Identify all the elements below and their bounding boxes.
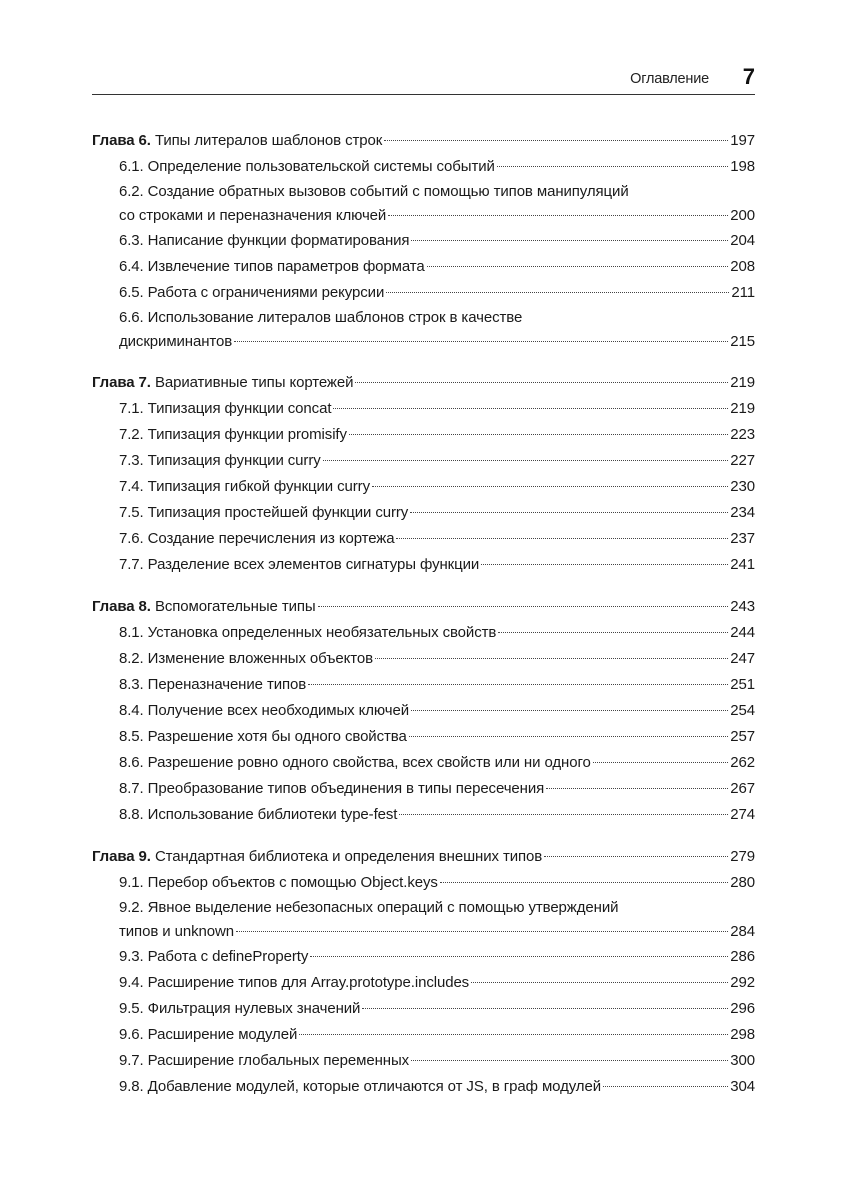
section-title: 7.4. Типизация гибкой функции curry (119, 478, 370, 495)
toc-section (92, 180, 755, 228)
section-page: 219 (730, 400, 755, 417)
toc-section (92, 672, 755, 698)
dot-leader (471, 982, 728, 983)
section-title: 8.2. Изменение вложенных объектов (119, 650, 374, 667)
section-title: 7.7. Разделение всех элементов сигнатуры функции (119, 556, 480, 573)
dot-leader (299, 1034, 728, 1035)
dot-leader (410, 512, 728, 513)
section-title: 8.6. Разрешение ровно одного свойства, всех свойств или ни одного (119, 754, 591, 771)
section-page: 200 (730, 207, 755, 224)
section-page: 237 (730, 530, 755, 547)
section-page: 223 (730, 426, 755, 443)
toc-chapter (92, 370, 755, 578)
chapter-label (92, 370, 353, 396)
section-page: 208 (730, 258, 755, 275)
toc-chapter-heading (92, 128, 755, 154)
dot-leader (308, 684, 728, 685)
section-page: 286 (730, 948, 755, 965)
chapter-title: Вспомогательные типы (154, 598, 316, 615)
section-title: 7.3. Типизация функции curry (119, 452, 321, 469)
toc-section (92, 896, 755, 944)
section-page: 292 (730, 974, 755, 991)
toc-section (92, 422, 755, 448)
section-title: 9.3. Работа с defineProperty (119, 948, 309, 965)
dot-leader (388, 215, 728, 216)
section-title: 9.5. Фильтрация нулевых значений (119, 1000, 361, 1017)
section-page: 230 (730, 478, 755, 495)
chapter-label (92, 844, 542, 870)
section-title-lastline (119, 920, 755, 944)
dot-leader (603, 1086, 728, 1087)
dot-leader (234, 341, 728, 342)
running-header (92, 62, 755, 95)
toc-section (92, 280, 755, 306)
toc-section (92, 474, 755, 500)
section-page: 274 (730, 806, 755, 823)
section-title: 6.4. Извлечение типов параметров формата (119, 258, 425, 275)
section-title: 8.8. Использование библиотеки type-fest (119, 806, 398, 823)
toc-section (92, 306, 755, 354)
toc-section (92, 996, 755, 1022)
chapter-title: Стандартная библиотека и определения внешних типов (154, 848, 543, 865)
dot-leader (323, 460, 729, 461)
section-page: 304 (730, 1078, 755, 1095)
section-page: 198 (730, 158, 755, 175)
section-page: 227 (730, 452, 755, 469)
section-page: 254 (730, 702, 755, 719)
dot-leader (362, 1008, 728, 1009)
dot-leader (409, 736, 729, 737)
toc-section (92, 870, 755, 896)
chapter-number: Глава 6. (92, 132, 151, 149)
toc-chapter (92, 594, 755, 828)
section-page: 204 (730, 232, 755, 249)
dot-leader (440, 882, 729, 883)
section-page: 300 (730, 1052, 755, 1069)
section-title: 9.6. Расширение модулей (119, 1026, 298, 1043)
toc-section (92, 776, 755, 802)
section-title: 9.4. Расширение типов для Array.prototype.includes (119, 974, 470, 991)
section-title-line: со строками и переназначения ключей (119, 207, 387, 224)
section-title: 8.5. Разрешение хотя бы одного свойства (119, 728, 407, 745)
section-title-line: 9.2. Явное выделение небезопасных операций с помощью утверждений (119, 899, 619, 916)
toc-chapter (92, 128, 755, 354)
section-page: 247 (730, 650, 755, 667)
chapter-page: 279 (730, 848, 755, 865)
section-title: 7.6. Создание перечисления из кортежа (119, 530, 395, 547)
dot-leader (593, 762, 729, 763)
section-title: 9.7. Расширение глобальных переменных (119, 1052, 410, 1069)
table-of-contents (92, 128, 755, 1100)
toc-section (92, 802, 755, 828)
section-page: 280 (730, 874, 755, 891)
page-number: 7 (742, 64, 755, 89)
section-title: 6.3. Написание функции форматирования (119, 232, 410, 249)
dot-leader (544, 856, 728, 857)
section-page: 298 (730, 1026, 755, 1043)
dot-leader (411, 710, 728, 711)
section-title: 8.7. Преобразование типов объединения в типы пересечения (119, 780, 545, 797)
section-page: 234 (730, 504, 755, 521)
section-title: 7.5. Типизация простейшей функции curry (119, 504, 409, 521)
section-title: 7.1. Типизация функции concat (119, 400, 332, 417)
dot-leader (481, 564, 728, 565)
toc-section (92, 1074, 755, 1100)
section-title: 9.8. Добавление модулей, которые отличаются от JS, в граф модулей (119, 1078, 601, 1095)
dot-leader (349, 434, 728, 435)
section-page: 284 (730, 923, 755, 940)
toc-section (92, 1048, 755, 1074)
toc-section (92, 448, 755, 474)
dot-leader (411, 1060, 728, 1061)
chapter-title: Вариативные типы кортежей (154, 374, 354, 391)
dot-leader (318, 606, 729, 607)
section-page: 262 (730, 754, 755, 771)
toc-section (92, 944, 755, 970)
toc-section (92, 552, 755, 578)
section-title: 6.1. Определение пользовательской системы событий (119, 158, 495, 175)
section-title-lastline (119, 204, 755, 228)
dot-leader (498, 632, 728, 633)
toc-chapter-heading (92, 370, 755, 396)
section-title-line: дискриминантов (119, 333, 233, 350)
chapter-number: Глава 7. (92, 374, 151, 391)
dot-leader (386, 292, 729, 293)
toc-chapter-heading (92, 844, 755, 870)
toc-section (92, 396, 755, 422)
section-title-line: типов и unknown (119, 923, 234, 940)
chapter-page: 243 (730, 598, 755, 615)
toc-chapter-heading (92, 594, 755, 620)
toc-section (92, 646, 755, 672)
dot-leader (355, 382, 728, 383)
toc-section (92, 526, 755, 552)
dot-leader (375, 658, 728, 659)
chapter-page: 219 (730, 374, 755, 391)
dot-leader (546, 788, 728, 789)
toc-chapter (92, 844, 755, 1100)
section-title-line: 6.6. Использование литералов шаблонов строк в качестве (119, 309, 523, 326)
section-page: 241 (730, 556, 755, 573)
section-page: 257 (730, 728, 755, 745)
section-page: 211 (731, 284, 755, 301)
toc-section (92, 620, 755, 646)
chapter-label (92, 594, 316, 620)
section-title-lastline (119, 330, 755, 354)
dot-leader (411, 240, 728, 241)
dot-leader (310, 956, 728, 957)
dot-leader (236, 931, 728, 932)
section-title: 8.1. Установка определенных необязательных свойств (119, 624, 497, 641)
section-title: 8.4. Получение всех необходимых ключей (119, 702, 409, 719)
toc-section (92, 500, 755, 526)
toc-section (92, 970, 755, 996)
dot-leader (396, 538, 728, 539)
chapter-page: 197 (730, 132, 755, 149)
section-title: 7.2. Типизация функции promisify (119, 426, 347, 443)
running-header-title: Оглавление (630, 71, 709, 87)
chapter-title: Типы литералов шаблонов строк (154, 132, 383, 149)
chapter-label (92, 128, 382, 154)
section-page: 267 (730, 780, 755, 797)
toc-section (92, 698, 755, 724)
section-page: 251 (730, 676, 755, 693)
chapter-number: Глава 8. (92, 598, 151, 615)
section-page: 244 (730, 624, 755, 641)
toc-section (92, 154, 755, 180)
toc-section (92, 254, 755, 280)
section-title: 8.3. Переназначение типов (119, 676, 307, 693)
dot-leader (427, 266, 729, 267)
toc-section (92, 750, 755, 776)
chapter-number: Глава 9. (92, 848, 151, 865)
toc-section (92, 228, 755, 254)
section-title: 6.5. Работа с ограничениями рекурсии (119, 284, 385, 301)
dot-leader (497, 166, 728, 167)
section-title-line: 6.2. Создание обратных вызовов событий с помощью типов манипуляций (119, 183, 629, 200)
dot-leader (384, 140, 728, 141)
toc-section (92, 1022, 755, 1048)
dot-leader (399, 814, 728, 815)
dot-leader (333, 408, 728, 409)
section-page: 215 (730, 333, 755, 350)
section-page: 296 (730, 1000, 755, 1017)
dot-leader (372, 486, 728, 487)
section-title: 9.1. Перебор объектов с помощью Object.keys (119, 874, 438, 891)
toc-section (92, 724, 755, 750)
